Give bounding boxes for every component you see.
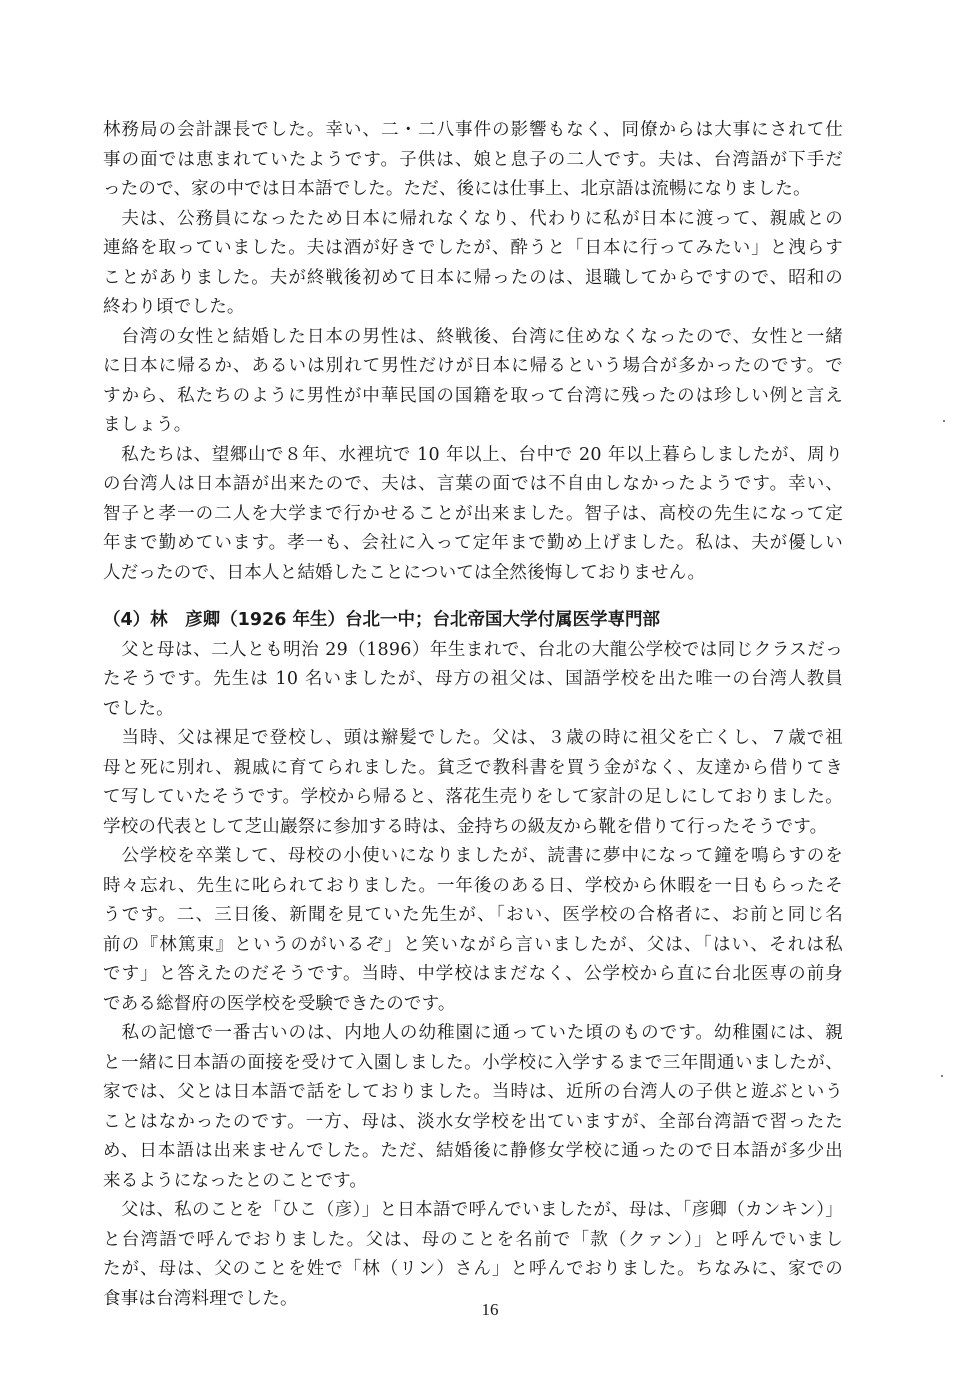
section-spacer [103,588,843,606]
text-line: 時々忘れ、先生に叱られておりました。一年後のある日、学校から休暇を一日もらったそ [103,875,843,896]
text-line: 家では、父とは日本語で話をしておりました。当時は、近所の台湾人の子供と遊ぶという [103,1082,843,1102]
text-line: 私たちは、望郷山で８年、水裡坑で 10 年以上、台中で 20 年以上暮らしましたが、周り [103,444,843,465]
text-line: たそうです。先生は 10 名いましたが、母方の祖父は、国語学校を出た唯一の台湾人教員 [103,669,843,689]
paragraph [103,1019,843,1196]
text-line: ことがありました。夫が終戦後初めて日本に帰ったのは、退職してからですので、昭和の [103,267,843,288]
paragraph [103,1196,843,1314]
text-line: の台湾人は日本語が出来たので、夫は、言葉の面では不自由しなかったようです。幸い、 [103,474,843,494]
text-line: 来るようになったとのことです。 [103,1170,368,1191]
text-line: 人だったので、日本人と結婚したことについては全然後悔しておりません。 [103,562,706,583]
text-line: 公学校を卒業して、母校の小使いになりましたが、読書に夢中になって鐘を鳴らすのを [103,846,843,866]
text-line: ことはなかったのです。一方、母は、淡水女学校を出ていますが、全部台湾語で習ったた [103,1111,843,1132]
text-line: うです。二、三日後、新聞を見ていた先生が、「おい、医学校の合格者に、お前と同じ名 [103,905,843,925]
text-line: である総督府の医学校を受験できたのです。 [103,993,456,1014]
body-text [103,116,843,1314]
text-line: 夫は、公務員になったため日本に帰れなくなり、代わりに私が日本に渡って、親戚との [103,208,843,229]
paragraph [103,116,843,205]
paragraph [103,205,843,323]
paragraph [103,441,843,589]
text-line: 林務局の会計課長でした。幸い、二・二八事件の影響もなく、同僚からは大事にされて仕 [103,120,843,140]
text-line: でした。 [103,698,174,719]
text-line: 父と母は、二人とも明治 29（1896）年生まれで、台北の大龍公学校では同じクラスだっ [103,639,843,660]
text-line: 学校の代表として芝山巖祭に参加する時は、金持ちの級友から靴を借りて行ったそうです。 [103,816,828,837]
page-number: 16 [481,1300,499,1319]
text-line: て写していたそうです。学校から帰ると、落花生売りをして家計の足しにしておりました。 [103,787,843,807]
paragraph [103,636,843,725]
text-line: すから、私たちのように男性が中華民国の国籍を取って台湾に残ったのは珍しい例と言え [103,385,843,406]
scan-speck [943,420,945,422]
text-line: に日本に帰るか、あるいは別れて男性だけが日本に帰るという場合が多かったのです。で [103,356,843,376]
text-line: ましょう。 [103,415,192,435]
text-line: 前の『林篤東』というのがいるぞ」と笑いながら言いましたが、父は、「はい、それは私 [103,934,843,955]
paragraph [103,724,843,842]
text-line: 父は、私のことを「ひこ（彦）」と日本語で呼んでいましたが、母は、「彦卿（カンキン）」 [103,1200,843,1220]
scan-speck [941,1075,943,1077]
section-heading: （4）林 彦卿（1926 年生）台北一中；台北帝国大学付属医学専門部 [103,610,660,630]
text-line: 食事は台湾料理でした。 [103,1288,298,1309]
text-line: 台湾の女性と結婚した日本の男性は、終戦後、台湾に住めなくなったので、女性と一緒 [103,326,843,347]
text-line: 私の記憶で一番古いのは、内地人の幼稚園に通っていた頃のものです。幼稚園には、親 [103,1023,843,1043]
text-line: 年まで勤めています。孝一も、会社に入って定年まで勤め上げました。私は、夫が優しい [103,533,843,553]
text-line: 母と死に別れ、親戚に育てられました。貧乏で教科書を買う金がなく、友達から借りてき [103,757,843,778]
text-line: ったので、家の中では日本語でした。ただ、後には仕事上、北京語は流暢になりました。 [103,179,811,199]
text-line: と一緒に日本語の面接を受けて入園しました。小学校に入学するまで三年間通いましたが、 [103,1052,843,1073]
text-line: 智子と孝一の二人を大学まで行かせることが出来ました。智子は、高校の先生になって定 [103,503,843,524]
paragraph [103,842,843,1019]
text-line: 当時、父は裸足で登校し、頭は辮髪でした。父は、３歳の時に祖父を亡くし、７歳で祖 [103,728,843,748]
text-line: 事の面では恵まれていたようです。子供は、娘と息子の二人です。夫は、台湾語が下手だ [103,149,843,170]
text-line: 連絡を取っていました。夫は酒が好きでしたが、酔うと「日本に行ってみたい」と洩らす [103,238,843,258]
paragraph [103,323,843,441]
text-line: です」と答えたのだそうです。当時、中学校はまだなく、公学校から直に台北医専の前身 [103,964,843,984]
text-line: たが、母は、父のことを姓で「林（リン）さん」と呼んでおりました。ちなみに、家での [103,1259,843,1279]
text-line: と台湾語で呼んでおりました。父は、母のことを名前で「款（クァン）」と呼んでいまし [103,1229,843,1250]
text-line: 終わり頃でした。 [103,297,245,317]
text-line: め、日本語は出来ませんでした。ただ、結婚後に静修女学校に通ったので日本語が多少出 [103,1141,843,1161]
